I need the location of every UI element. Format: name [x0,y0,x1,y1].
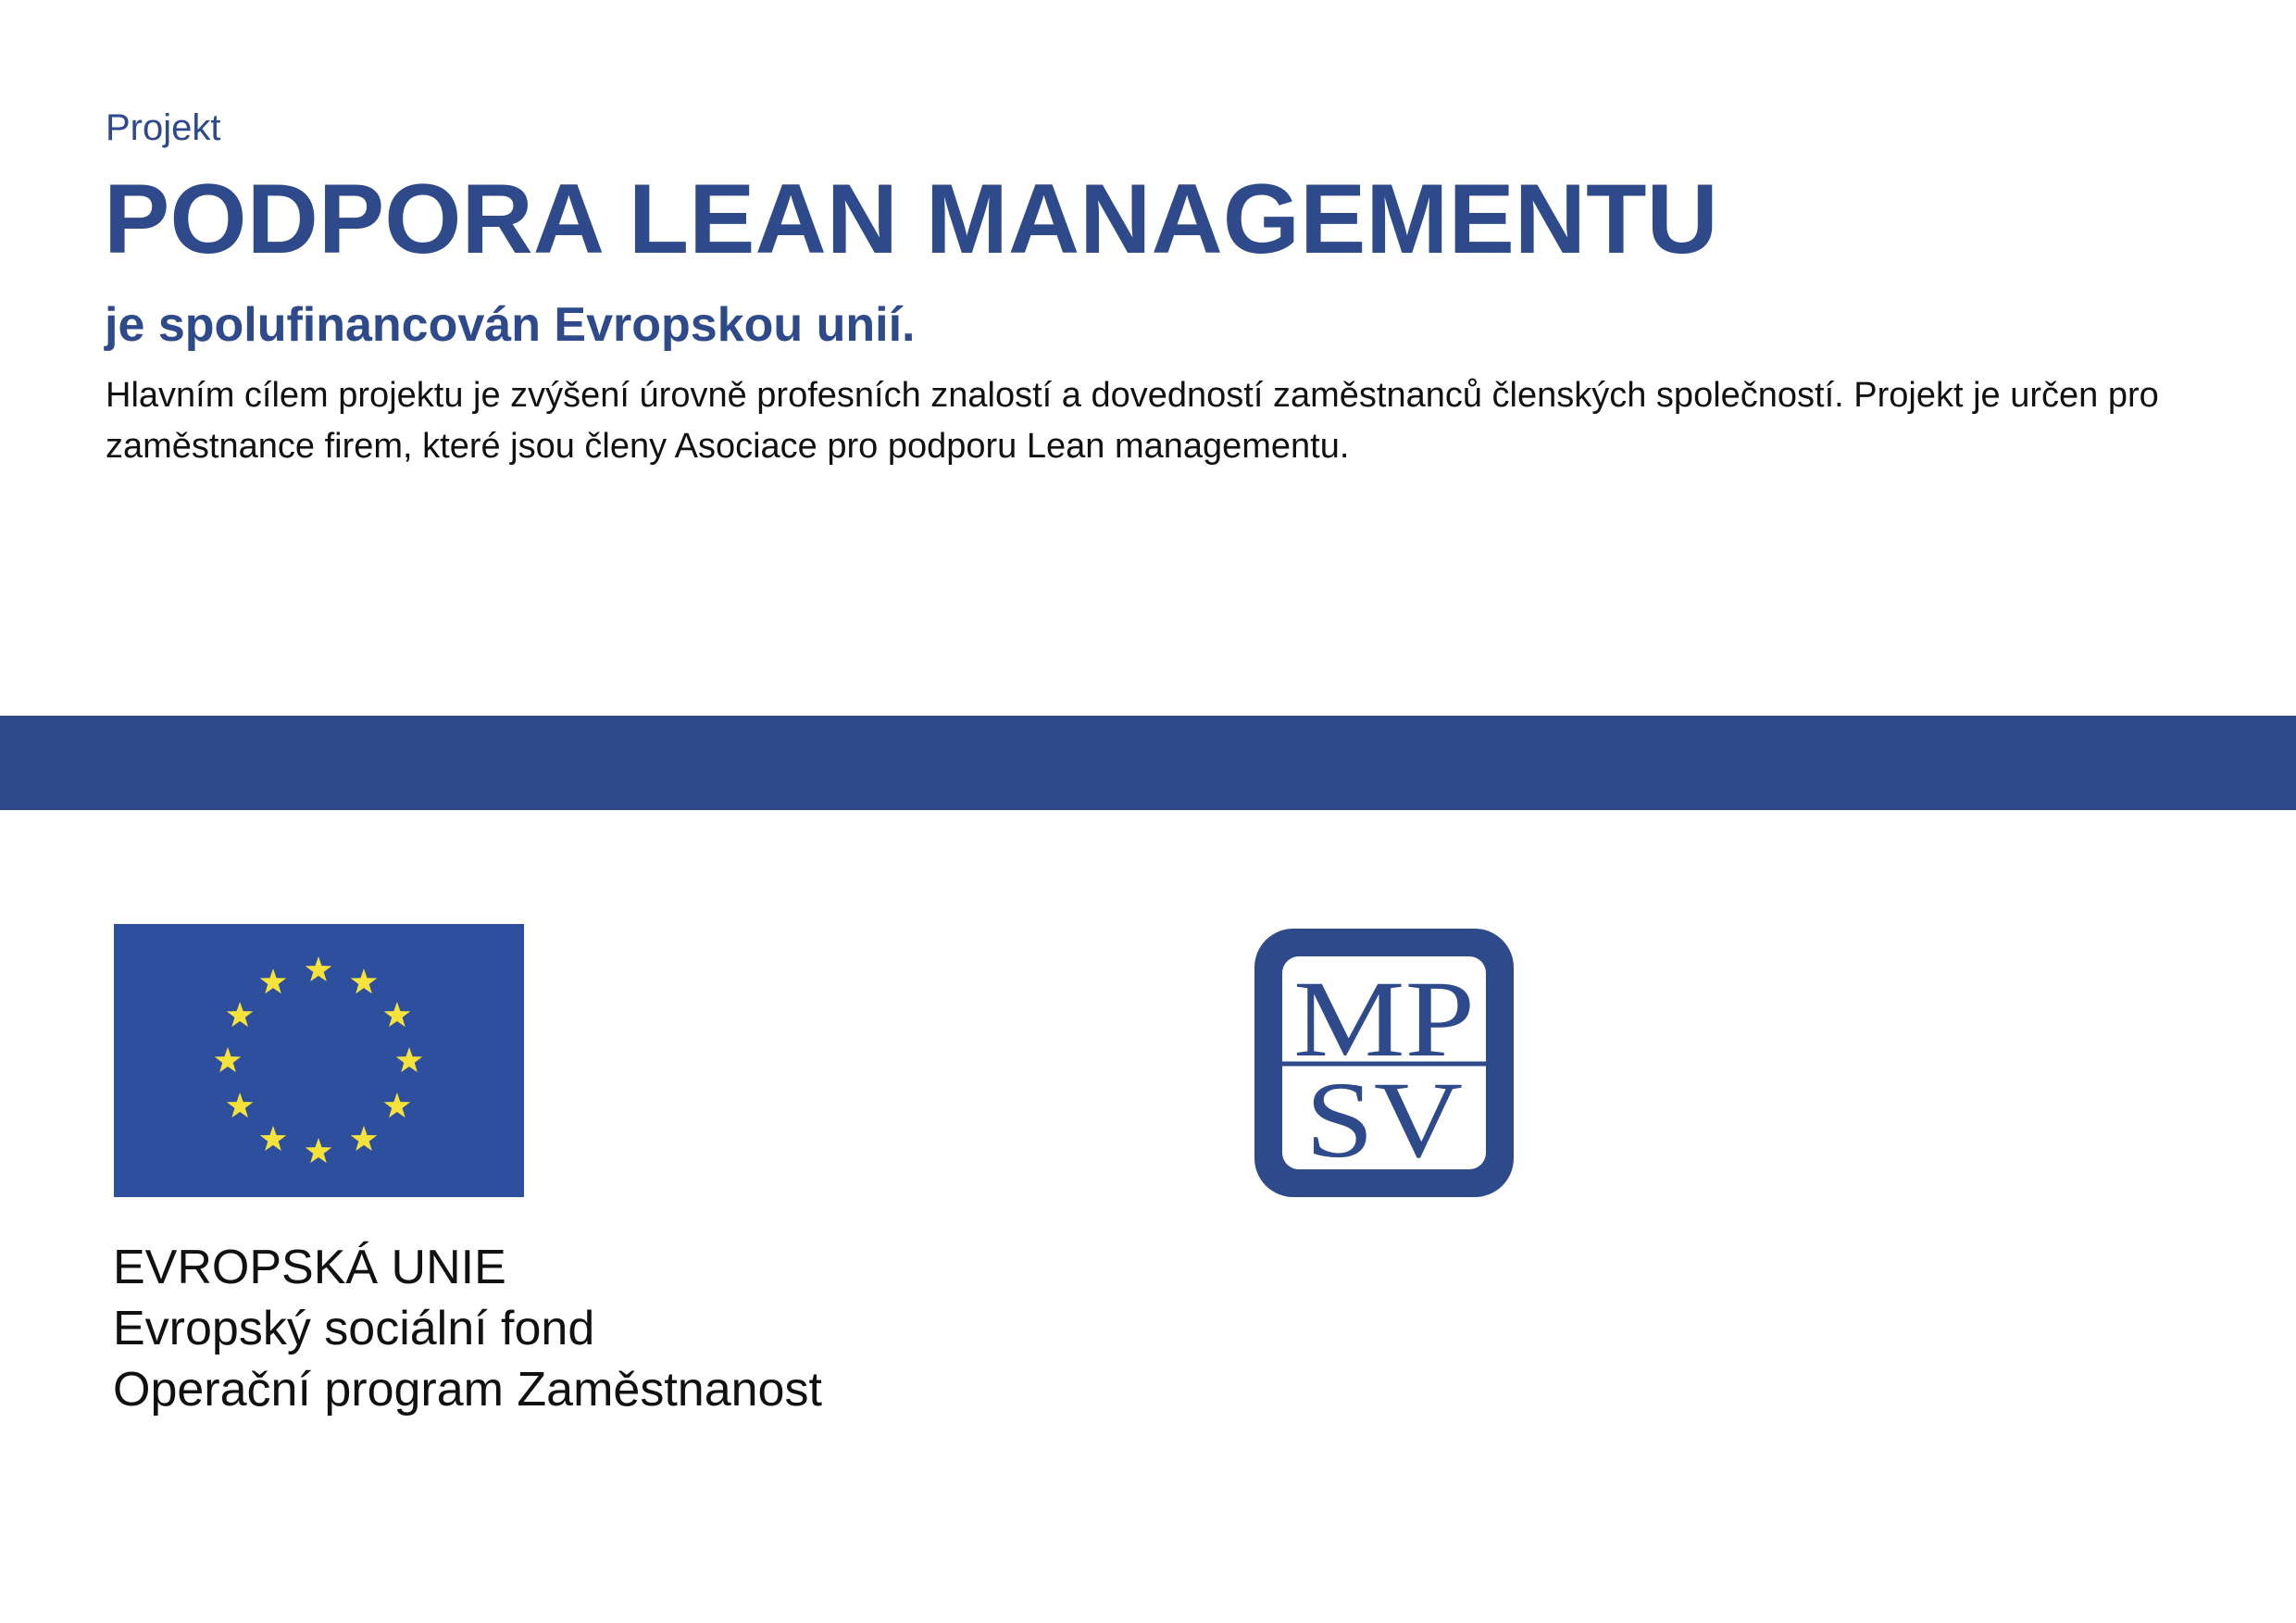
eu-text-block [113,1237,822,1420]
op-name: Operační program Zaměstnanost [113,1363,822,1417]
eu-flag-icon [114,924,524,1197]
mpsv-logo-top-text: MP [1293,958,1475,1080]
esf-name: Evropský sociální fond [113,1302,595,1356]
eu-name: EVROPSKÁ UNIE [113,1241,506,1294]
project-description: Hlavním cílem projektu je zvýšení úrovně profesních znalostí a dovedností zaměstnanců členských společností. Projekt je určen pro zaměstnance firem, které jsou členy Asociace pro podporu Lean managementu. [106,376,2159,467]
mpsv-logo-bottom-text: SV [1305,1059,1463,1180]
blue-band [0,716,2296,810]
mpsv-logo-icon [1254,929,1514,1197]
project-title: PODPORA LEAN MANAGEMENTU [104,163,1718,274]
cofinanced-subtitle: je spolufinancován Evropskou unií. [105,298,916,352]
project-label: Projekt [106,107,221,148]
